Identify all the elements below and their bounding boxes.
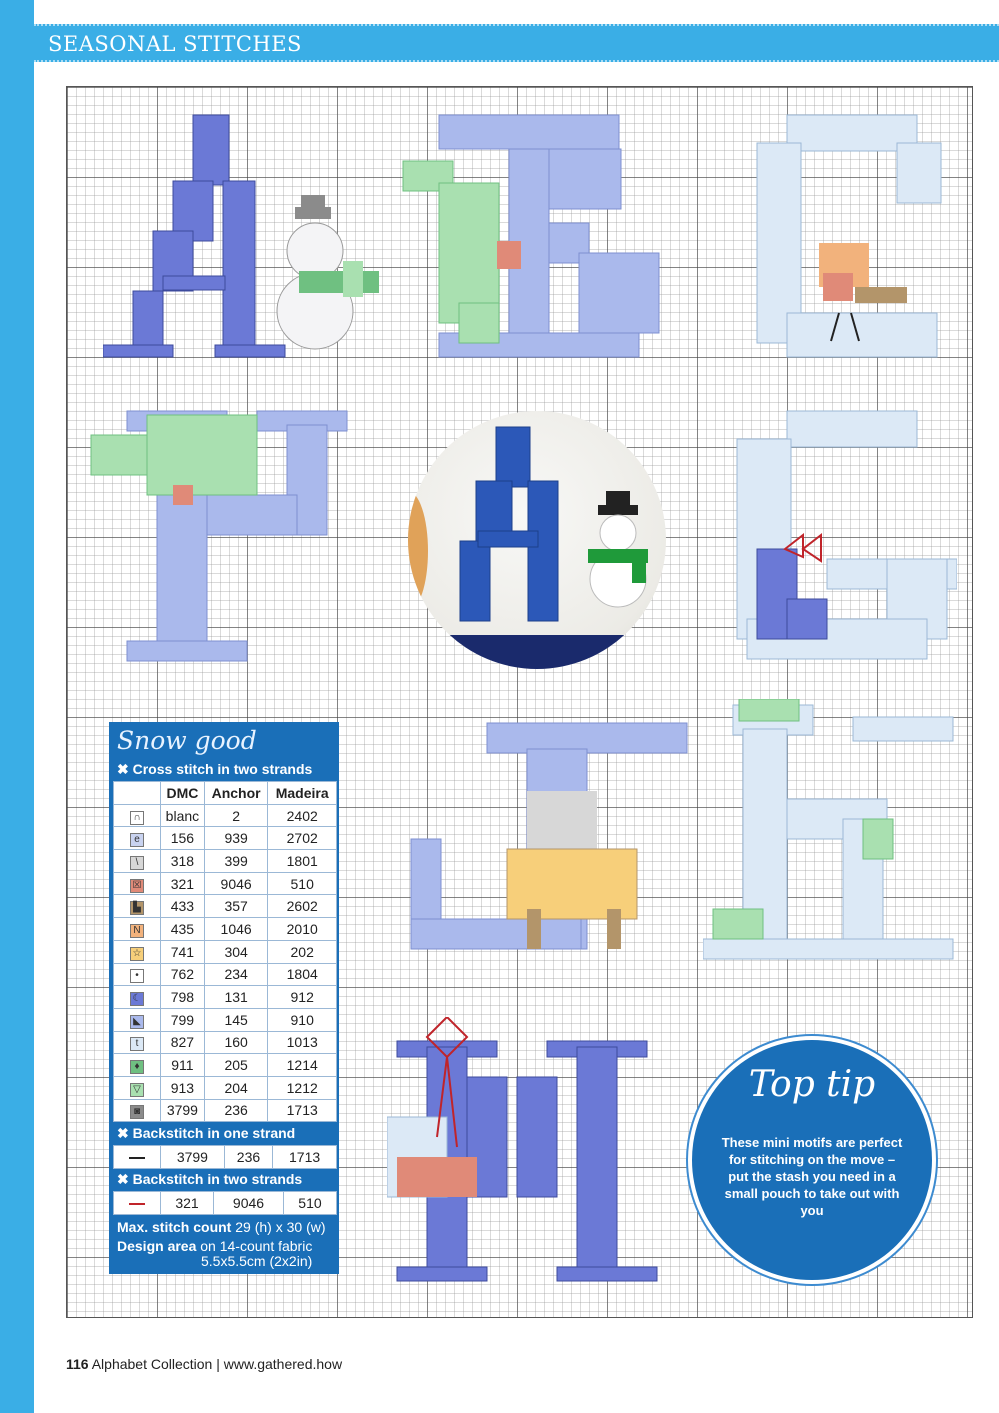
symbol-swatch: ▙ <box>130 901 144 915</box>
table-row: 321 9046 510 <box>114 1192 337 1215</box>
table-row: t 827 160 1013 <box>114 1031 337 1054</box>
symbol-swatch: ▽ <box>130 1083 144 1097</box>
motif-letter-m <box>387 1017 667 1287</box>
backstitch-red-line-icon <box>129 1203 145 1205</box>
page-number: 116 <box>66 1356 89 1372</box>
table-row: ☒ 321 9046 510 <box>114 872 337 895</box>
top-tip-badge <box>692 1040 932 1280</box>
top-tip-text: These mini motifs are perfect for stitching on the move – put the stash you need in a small pouch to take out with you <box>721 1135 903 1218</box>
symbol-swatch: ◣ <box>130 1015 144 1029</box>
symbol-swatch: ☾ <box>130 992 144 1006</box>
motif-letter-a <box>103 111 383 361</box>
col-anchor: Anchor <box>204 782 268 805</box>
table-row: ♦ 911 205 1214 <box>114 1054 337 1077</box>
backstitch-two-label: ✖ Backstitch in two strands <box>117 1171 303 1187</box>
bauble-navy-fabric <box>408 635 666 669</box>
backstitch-two-table <box>113 1191 337 1215</box>
key-title: Snow good <box>117 726 257 755</box>
symbol-swatch: ☒ <box>130 879 144 893</box>
backstitch-one-table <box>113 1145 337 1169</box>
wooden-hoop-edge <box>408 491 428 611</box>
backstitch-one-label: ✖ Backstitch in one strand <box>117 1125 296 1141</box>
motif-letter-b <box>399 113 669 363</box>
design-size: 5.5x5.5cm (2x2in) <box>201 1253 313 1269</box>
motif-letter-c <box>727 113 947 363</box>
symbol-swatch: \ <box>130 856 144 870</box>
table-row: ◣ 799 145 910 <box>114 1008 337 1031</box>
symbol-swatch: ☆ <box>130 947 144 961</box>
col-madeira: Madeira <box>268 782 337 805</box>
col-dmc: DMC <box>161 782 205 805</box>
design-area: Design area on 14-count fabric <box>117 1238 313 1254</box>
symbol-swatch: t <box>130 1037 144 1051</box>
table-row: e 156 939 2702 <box>114 827 337 850</box>
side-color-bar <box>0 0 34 1413</box>
key-header-row <box>114 782 337 805</box>
table-row: ▙ 433 357 2602 <box>114 895 337 918</box>
footer-text: Alphabet Collection | www.gathered.how <box>88 1356 343 1372</box>
motif-letter-j <box>407 719 697 959</box>
symbol-swatch: N <box>130 924 144 938</box>
section-title: SEASONAL STITCHES <box>48 32 302 56</box>
table-row: \ 318 399 1801 <box>114 850 337 873</box>
symbol-swatch: ∩ <box>130 811 144 825</box>
symbol-swatch: e <box>130 833 144 847</box>
table-row: N 435 1046 2010 <box>114 918 337 941</box>
symbol-swatch: ♦ <box>130 1060 144 1074</box>
header-bar <box>34 24 999 62</box>
stitched-letter-a-photo <box>448 421 648 641</box>
backstitch-black-line-icon <box>129 1157 145 1159</box>
motif-letter-h <box>87 405 377 665</box>
page-footer <box>66 1356 342 1372</box>
table-row: 3799 236 1713 <box>114 1146 337 1169</box>
cross-stitch-label: ✖ Cross stitch in two strands <box>117 761 313 777</box>
symbol-swatch: • <box>130 969 144 983</box>
top-tip-title: Top tip <box>748 1064 876 1105</box>
key-panel <box>109 722 339 1274</box>
table-row: ▽ 913 204 1212 <box>114 1076 337 1099</box>
table-row: ∩ blanc 2 2402 <box>114 804 337 827</box>
thread-key-table <box>113 781 337 1122</box>
table-row: ☾ 798 131 912 <box>114 986 337 1009</box>
table-row: ◙ 3799 236 1713 <box>114 1099 337 1122</box>
symbol-swatch: ◙ <box>130 1105 144 1119</box>
motif-letter-k <box>703 699 963 969</box>
stitched-sample-photo <box>408 411 666 669</box>
stitch-count: Max. stitch count 29 (h) x 30 (w) <box>117 1219 326 1235</box>
table-row: • 762 234 1804 <box>114 963 337 986</box>
motif-letter-g <box>727 409 957 669</box>
table-row: ☆ 741 304 202 <box>114 940 337 963</box>
